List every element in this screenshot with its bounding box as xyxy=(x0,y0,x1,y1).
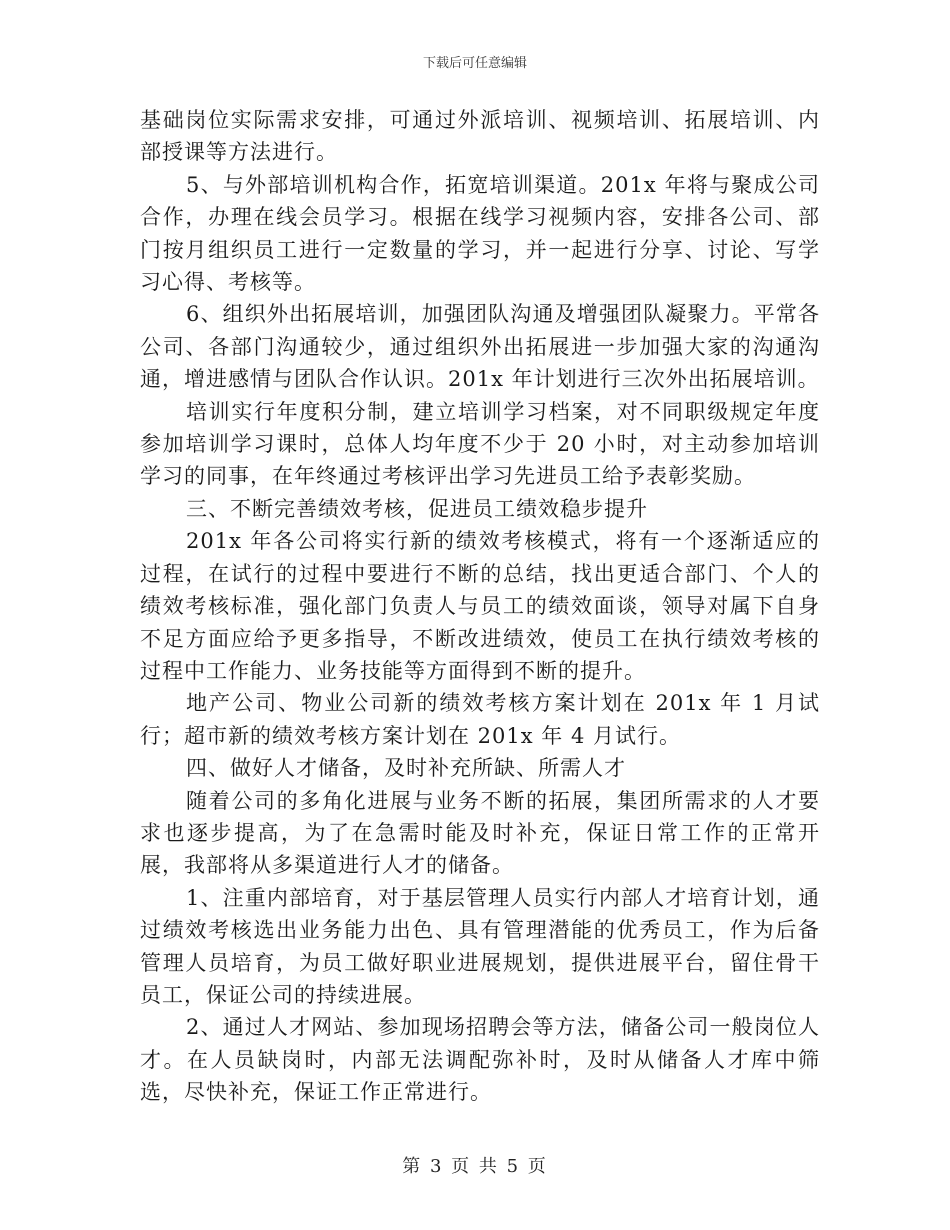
paragraph-continuation: 基础岗位实际需求安排，可通过外派培训、视频培训、拓展培训、内部授课等方法进行。 xyxy=(140,108,820,165)
paragraph-talent-item-1: 1、注重内部培育，对于基层管理人员实行内部人才培育计划，通过绩效考核选出业务能力出色、具有管理潜能的优秀员工，作为后备管理人员培育，为员工做好职业进展规划，提供进展平台，留住骨干员工，保证公司的持续进展。 xyxy=(140,885,820,1007)
page-number: 第 3 页 共 5 页 xyxy=(402,1156,548,1177)
paragraph-item-6: 6、组织外出拓展培训，加强团队沟通及增强团队凝聚力。平常各公司、各部门沟通较少，通过组织外出拓展进一步加强大家的沟通沟通，增进感情与团队合作认识。201x 年计划进行三次外出拓展培训。 xyxy=(140,302,820,392)
paragraph-item-5: 5、与外部培训机构合作，拓宽培训渠道。201x 年将与聚成公司合作，办理在线会员学习。根据在线学习视频内容，安排各公司、部门按月组织员工进行一定数量的学习，并一起进行分享、讨论、写学习心得、考核等。 xyxy=(140,172,820,295)
page-header: 下载后可任意编辑 xyxy=(422,56,527,71)
section-heading-4: 四、做好人才储备，及时补充所缺、所需人才 xyxy=(186,756,626,781)
section-heading-3: 三、不断完善绩效考核，促进员工绩效稳步提升 xyxy=(186,496,648,521)
document-body xyxy=(140,104,820,1109)
paragraph-talent-item-2: 2、通过人才网站、参加现场招聘会等方法，储备公司一般岗位人才。在人员缺岗时，内部无法调配弥补时，及时从储备人才库中筛选，尽快补充，保证工作正常进行。 xyxy=(140,1015,820,1105)
paragraph-performance-schedule: 地产公司、物业公司新的绩效考核方案计划在 201x 年 1 月试行；超市新的绩效考核方案计划在 201x 年 4 月试行。 xyxy=(140,691,820,748)
paragraph-performance: 201x 年各公司将实行新的绩效考核模式，将有一个逐渐适应的过程，在试行的过程中要进行不断的总结，找出更适合部门、个人的绩效考核标准，强化部门负责人与员工的绩效面谈，领导对属下自身不足方面应给予更多指导，不断改进绩效，使员工在执行绩效考核的过程中工作能力、业务技能等方面得到不断的提升。 xyxy=(140,529,820,683)
paragraph-talent-intro: 随着公司的多角化进展与业务不断的拓展，集团所需求的人才要求也逐步提高，为了在急需时能及时补充，保证日常工作的正常开展，我部将从多渠道进行人才的储备。 xyxy=(140,788,820,878)
paragraph-training-credits: 培训实行年度积分制，建立培训学习档案，对不同职级规定年度参加培训学习课时，总体人均年度不少于 20 小时，对主动参加培训学习的同事，在年终通过考核评出学习先进员工给予表彰奖励。 xyxy=(140,399,820,489)
